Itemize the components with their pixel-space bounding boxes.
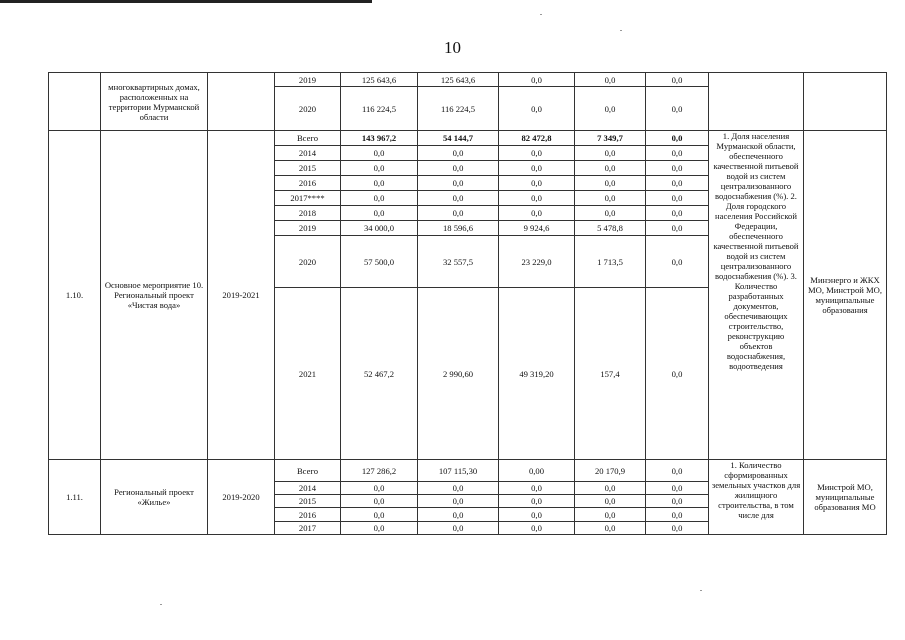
federal-cell: 116 224,5 [418, 87, 499, 131]
regional-cell: 0,0 [499, 508, 575, 522]
indicators-cell [709, 73, 804, 131]
other-cell: 0,0 [646, 176, 709, 191]
year-cell: 2017 [275, 522, 341, 535]
local-cell: 0,0 [575, 495, 646, 508]
other-cell: 0,0 [646, 495, 709, 508]
total-cell: 0,0 [341, 206, 418, 221]
other-cell: 0,0 [646, 508, 709, 522]
local-cell: 5 478,8 [575, 221, 646, 236]
other-cell: 0,0 [646, 206, 709, 221]
indicators-cell: 1. Доля населения Мурманской области, обеспеченного качественной питьевой водой из систем централизованного водоснабжения (%). 2. Доля городского населения Российской Федерации, обеспеченного качественной питьевой водой из систем централизованного водоснабжения (%). 3. Количество разработанных документов, обеспечивающих строительство, реконструкцию объектов водоснабжения, водоотведения [709, 131, 804, 460]
item-number-cell: 1.11. [49, 460, 101, 535]
regional-cell: 0,0 [499, 191, 575, 206]
federal-cell: 0,0 [418, 161, 499, 176]
total-cell: 116 224,5 [341, 87, 418, 131]
regional-cell: 0,0 [499, 161, 575, 176]
total-cell: 0,0 [341, 522, 418, 535]
year-cell: 2015 [275, 495, 341, 508]
total-cell: 0,0 [341, 161, 418, 176]
total-cell: 0,0 [341, 146, 418, 161]
regional-cell: 0,0 [499, 522, 575, 535]
local-cell: 0,0 [575, 161, 646, 176]
executors-cell: Минстрой МО, муниципальные образования МО [804, 460, 887, 535]
federal-cell: 0,0 [418, 191, 499, 206]
local-cell: 0,0 [575, 508, 646, 522]
table-row [49, 460, 887, 482]
year-cell: 2017**** [275, 191, 341, 206]
other-cell: 0,0 [646, 73, 709, 87]
item-period-cell: 2019-2021 [208, 131, 275, 460]
federal-cell: 0,0 [418, 146, 499, 161]
other-cell: 0,0 [646, 288, 709, 460]
regional-cell: 0,0 [499, 176, 575, 191]
local-cell: 0,0 [575, 206, 646, 221]
page-number: 10 [444, 38, 461, 57]
federal-cell: 18 596,6 [418, 221, 499, 236]
federal-cell: 0,0 [418, 522, 499, 535]
program-table [48, 72, 887, 535]
regional-cell: 0,0 [499, 482, 575, 495]
local-cell: 0,0 [575, 146, 646, 161]
item-number-cell: 1.10. [49, 131, 101, 460]
total-cell: 0,0 [341, 176, 418, 191]
regional-cell: 49 319,20 [499, 288, 575, 460]
table-row [49, 73, 887, 87]
federal-cell: 2 990,60 [418, 288, 499, 460]
federal-cell: 0,0 [418, 176, 499, 191]
local-cell: 157,4 [575, 288, 646, 460]
total-cell: 125 643,6 [341, 73, 418, 87]
year-cell: Всего [275, 460, 341, 482]
regional-cell: 0,0 [499, 73, 575, 87]
total-cell: 143 967,2 [341, 131, 418, 146]
item-name-cell: многоквартирных домах, расположенных на территории Мурманской области [101, 73, 208, 131]
item-period-cell: 2019-2020 [208, 460, 275, 535]
regional-cell: 23 229,0 [499, 236, 575, 288]
total-cell: 57 500,0 [341, 236, 418, 288]
local-cell: 7 349,7 [575, 131, 646, 146]
total-cell: 0,0 [341, 482, 418, 495]
year-cell: 2021 [275, 288, 341, 460]
other-cell: 0,0 [646, 161, 709, 176]
year-cell: 2014 [275, 146, 341, 161]
scan-speck [700, 590, 702, 591]
scan-speck [620, 30, 622, 31]
local-cell: 0,0 [575, 176, 646, 191]
regional-cell: 9 924,6 [499, 221, 575, 236]
federal-cell: 0,0 [418, 206, 499, 221]
total-cell: 0,0 [341, 495, 418, 508]
year-cell: Всего [275, 131, 341, 146]
local-cell: 1 713,5 [575, 236, 646, 288]
federal-cell: 0,0 [418, 495, 499, 508]
other-cell: 0,0 [646, 191, 709, 206]
regional-cell: 0,0 [499, 87, 575, 131]
indicators-cell: 1. Количество сформированных земельных участков для жилищного строительства, в том числе для [709, 460, 804, 535]
item-number-cell [49, 73, 101, 131]
year-cell: 2015 [275, 161, 341, 176]
table-row [49, 131, 887, 146]
executors-cell: Минэнерго и ЖКХ МО, Минстрой МО, муниципальные образования [804, 131, 887, 460]
local-cell: 0,0 [575, 191, 646, 206]
other-cell: 0,0 [646, 221, 709, 236]
item-name-cell: Региональный проект «Жилье» [101, 460, 208, 535]
year-cell: 2020 [275, 87, 341, 131]
regional-cell: 0,0 [499, 206, 575, 221]
regional-cell: 0,0 [499, 495, 575, 508]
other-cell: 0,0 [646, 131, 709, 146]
item-name-cell: Основное мероприятие 10. Региональный проект «Чистая вода» [101, 131, 208, 460]
item-period-cell [208, 73, 275, 131]
total-cell: 34 000,0 [341, 221, 418, 236]
year-cell: 2018 [275, 206, 341, 221]
local-cell: 0,0 [575, 87, 646, 131]
other-cell: 0,0 [646, 482, 709, 495]
federal-cell: 32 557,5 [418, 236, 499, 288]
other-cell: 0,0 [646, 146, 709, 161]
scan-speck [540, 14, 542, 15]
total-cell: 52 467,2 [341, 288, 418, 460]
top-rule [0, 0, 372, 3]
year-cell: 2020 [275, 236, 341, 288]
other-cell: 0,0 [646, 522, 709, 535]
federal-cell: 54 144,7 [418, 131, 499, 146]
other-cell: 0,0 [646, 87, 709, 131]
federal-cell: 0,0 [418, 508, 499, 522]
year-cell: 2019 [275, 221, 341, 236]
total-cell: 0,0 [341, 508, 418, 522]
regional-cell: 82 472,8 [499, 131, 575, 146]
total-cell: 127 286,2 [341, 460, 418, 482]
year-cell: 2014 [275, 482, 341, 495]
other-cell: 0,0 [646, 460, 709, 482]
federal-cell: 107 115,30 [418, 460, 499, 482]
year-cell: 2016 [275, 176, 341, 191]
regional-cell: 0,00 [499, 460, 575, 482]
local-cell: 0,0 [575, 522, 646, 535]
scan-speck [160, 604, 162, 605]
year-cell: 2019 [275, 73, 341, 87]
local-cell: 0,0 [575, 73, 646, 87]
total-cell: 0,0 [341, 191, 418, 206]
federal-cell: 125 643,6 [418, 73, 499, 87]
other-cell: 0,0 [646, 236, 709, 288]
year-cell: 2016 [275, 508, 341, 522]
local-cell: 20 170,9 [575, 460, 646, 482]
federal-cell: 0,0 [418, 482, 499, 495]
regional-cell: 0,0 [499, 146, 575, 161]
executors-cell [804, 73, 887, 131]
local-cell: 0,0 [575, 482, 646, 495]
